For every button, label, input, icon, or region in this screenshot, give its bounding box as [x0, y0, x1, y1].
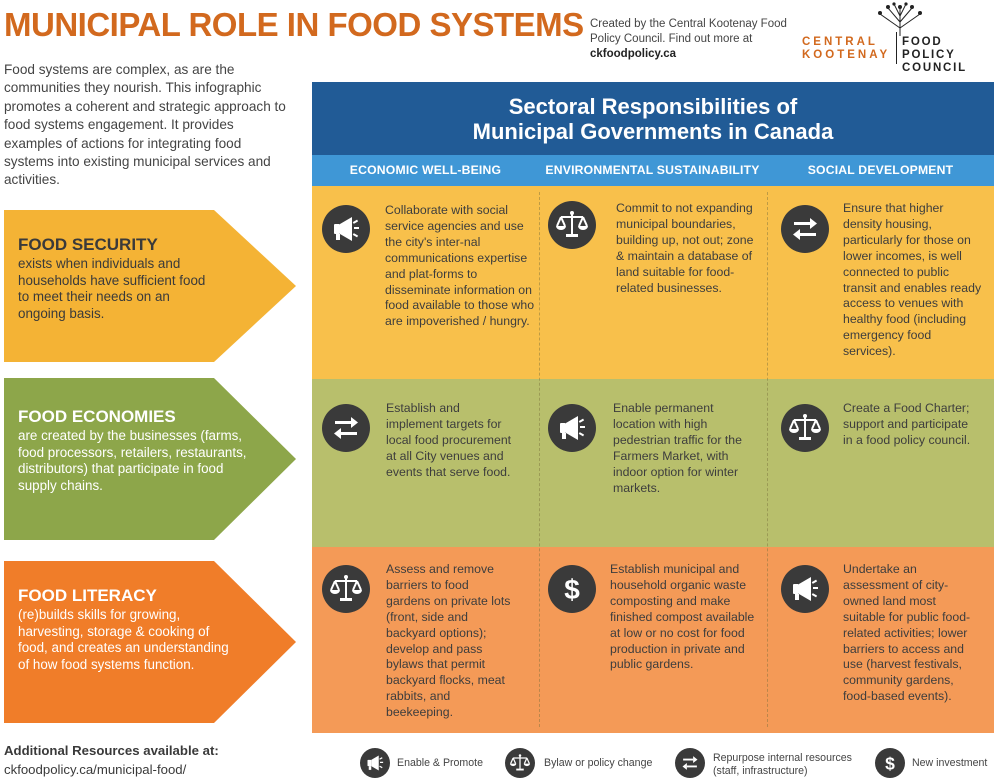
legend-label-sub: (staff, infrastructure)	[713, 764, 808, 777]
intro-paragraph: Food systems are complex, as are the communities they nourish. This infographic promotes a coherent and strategic approach to food systems engagement. It provides examples of actions for integrating food systems into existing municipal services and activities.	[4, 62, 286, 188]
row-description: exists when individuals and households have sufficient food to meet their needs on an ongoing basis.	[18, 256, 206, 321]
column-header-economic: ECONOMIC WELL-BEING	[349, 163, 502, 177]
scales-icon	[548, 201, 596, 249]
arrows-icon	[675, 748, 705, 778]
column-divider	[767, 192, 768, 727]
arrows-icon	[322, 404, 370, 452]
cell-text: Assess and remove barriers to food gardens on private lots (front, side and backyard options); develop and pass bylaws that permit backyard flocks, meat rabbits, and beekeeping.	[386, 562, 511, 720]
cell-text: Establish and implement targets for local food procurement at all City venues and events that serve food.	[386, 401, 512, 479]
logo-wordmark-right	[902, 36, 994, 75]
food-economies-arrow	[4, 378, 296, 540]
cell-text: Establish municipal and household organic waste composting and make finished compost available at low or no cost for food production in private and public gardens.	[610, 562, 755, 672]
credit-link[interactable]: ckfoodpolicy.ca	[590, 48, 677, 60]
resources-label: Additional Resources available at:	[4, 743, 219, 758]
scales-icon	[322, 565, 370, 613]
header-line: Municipal Governments in Canada	[472, 119, 834, 144]
plant-logo-icon	[870, 2, 930, 36]
table-header	[312, 82, 994, 155]
column-header-social: SOCIAL DEVELOPMENT	[807, 163, 954, 177]
logo-line: COUNCIL	[902, 62, 967, 74]
megaphone-icon	[360, 748, 390, 778]
row-title: FOOD ECONOMIES	[18, 407, 176, 426]
cell-text: Create a Food Charter; support and participate in a food policy council.	[843, 401, 971, 447]
logo-line: KOOTENAY	[802, 49, 891, 61]
page-title: MUNICIPAL ROLE IN FOOD SYSTEMS	[4, 6, 584, 43]
legend-label: Enable & Promote	[397, 757, 483, 769]
megaphone-icon	[781, 565, 829, 613]
legend-label: New investment	[912, 757, 988, 769]
row-title: FOOD SECURITY	[18, 235, 158, 254]
council-logo	[800, 2, 994, 74]
header-line: Sectoral Responsibilities of	[508, 94, 798, 119]
logo-wordmark-left	[802, 36, 890, 62]
credit-text	[590, 17, 795, 62]
cell-text: Undertake an assessment of city-owned land most suitable for public food-related activities; lower barriers to access and use (harvest festivals, community gardens, food-based events).	[843, 562, 971, 704]
resources-block	[4, 741, 219, 779]
credit-body: Created by the Central Kootenay Food Policy Council. Find out more at	[590, 18, 787, 45]
dollar-icon	[548, 565, 596, 613]
dollar-icon	[875, 748, 905, 778]
arrows-icon	[781, 205, 829, 253]
logo-line: FOOD POLICY	[902, 36, 956, 61]
legend-label	[713, 752, 852, 777]
legend-label: Bylaw or policy change	[544, 757, 653, 769]
row-title: FOOD LITERACY	[18, 586, 157, 605]
scales-icon	[781, 404, 829, 452]
row-description: are created by the businesses (farms, food processors, retailers, restaurants, distributors) that participate in food supply chains.	[18, 428, 247, 493]
cell-text: Ensure that higher density housing, particularly for those on lower incomes, is well connected to public transit and enables ready access to venues with healthy food (including emergency food services).	[843, 201, 982, 359]
cell-text: Enable permanent location with high pedestrian traffic for the Farmers Market, with indoor option for winter markets.	[613, 401, 742, 495]
food-security-arrow	[4, 210, 296, 362]
legend-label-main: Repurpose internal resources	[713, 752, 852, 764]
scales-icon	[505, 748, 535, 778]
row-description: (re)builds skills for growing, harvesting, storage & cooking of food, and creates an understanding of how food systems function.	[18, 607, 229, 672]
logo-line: CENTRAL	[802, 36, 878, 48]
logo-divider	[896, 32, 897, 64]
megaphone-icon	[548, 404, 596, 452]
megaphone-icon	[322, 205, 370, 253]
resources-link[interactable]: ckfoodpolicy.ca/municipal-food/	[4, 762, 187, 777]
cell-text: Collaborate with social service agencies and use the city's inter-nal communications expertise and plat-forms to disseminate information on food available to those who are impoverished / hungry.	[385, 203, 535, 329]
food-literacy-arrow	[4, 561, 296, 723]
column-divider	[539, 192, 540, 727]
cell-text: Commit to not expanding municipal boundaries, building up, not out; zone & maintain a database of land suitable for food-related businesses.	[616, 201, 754, 295]
column-header-environmental: ENVIRONMENTAL SUSTAINABILITY	[545, 163, 760, 177]
